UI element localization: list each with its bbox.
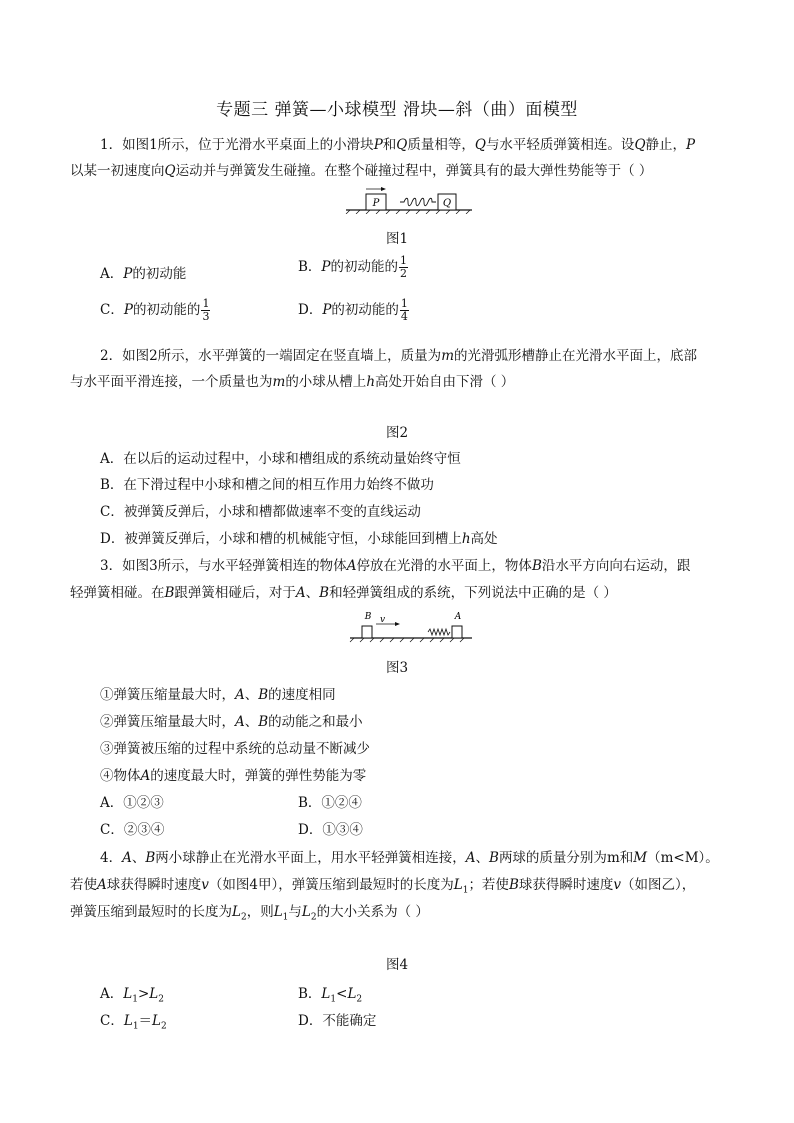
q1-option-d: D．P的初动能的 $\frac{1}{4}$ bbox=[298, 297, 408, 323]
q1-option-b: B．P的初动能的 $\frac{1}{2}$ bbox=[298, 254, 408, 280]
block-q-label: Q bbox=[442, 198, 452, 209]
block-p-label: P bbox=[372, 198, 380, 209]
q2-option-a: A．在以后的运动过程中，小球和槽组成的系统动量始终守恒 bbox=[100, 451, 461, 467]
velocity-label: v bbox=[380, 615, 386, 625]
q3-stem-line1: 3．如图3所示，与水平轻弹簧相连的物体A停放在光滑的水平面上，物体B沿水平方向向右运动，跟 bbox=[100, 558, 691, 574]
figure-4-caption: 图4 bbox=[385, 957, 409, 973]
q1-option-c: C．P的初动能的 $\frac{1}{3}$ bbox=[100, 297, 210, 323]
q3-option-b: B．①②④ bbox=[298, 795, 362, 811]
q3-statement-3: ③弹簧被压缩的过程中系统的总动量不断减少 bbox=[100, 741, 370, 757]
q2-option-b: B．在下滑过程中小球和槽之间的相互作用力始终不做功 bbox=[100, 477, 434, 493]
q4-stem-line2: 若使A球获得瞬时速度v（如图4甲），弹簧压缩到最短时的长度为$L_1$；若使B球获得瞬时速度v（如图乙）， bbox=[70, 877, 696, 896]
q2-stem-line2: 与水平面平滑连接，一个质量也为m的小球从槽上h高处开始自由下滑（ ） bbox=[70, 374, 515, 390]
figure-3 bbox=[346, 610, 476, 644]
q4-stem-line3: 弹簧压缩到最短时的长度为$L_2$，则$L_1$与$L_2$的大小关系为（ ） bbox=[70, 904, 429, 923]
q3-option-a: A．①②③ bbox=[100, 795, 164, 811]
fraction-one-third: $\frac{1}{3}$ bbox=[202, 297, 210, 323]
figure-2-caption: 图2 bbox=[385, 425, 409, 441]
q4-option-b: B．$L_1<L_2$ bbox=[298, 986, 363, 1005]
figure-1-caption: 图1 bbox=[385, 231, 409, 247]
spring bbox=[428, 629, 450, 635]
fraction-one-half: $\frac{1}{2}$ bbox=[400, 254, 408, 280]
fraction-one-quarter: $\frac{1}{4}$ bbox=[400, 297, 408, 323]
q1-stem-line2: 以某一初速度向Q运动并与弹簧发生碰撞。在整个碰撞过程中，弹簧具有的最大弹性势能等于（ ） bbox=[70, 163, 653, 179]
q3-statement-2: ②弹簧压缩量最大时，A、B的动能之和最小 bbox=[100, 714, 363, 730]
spring bbox=[400, 198, 436, 206]
q3-option-c: C．②③④ bbox=[100, 822, 165, 838]
block-a bbox=[452, 626, 462, 638]
block-a-label: A bbox=[454, 612, 462, 622]
block-b-label: B bbox=[364, 612, 372, 622]
q1-option-a: A．P的初动能 bbox=[100, 266, 187, 282]
q4-option-a: A．$L_1>L_2$ bbox=[100, 986, 164, 1005]
figure-3-caption: 图3 bbox=[385, 660, 409, 676]
q2-option-c: C．被弹簧反弹后，小球和槽都做速率不变的直线运动 bbox=[100, 504, 421, 520]
q2-option-d: D．被弹簧反弹后，小球和槽的机械能守恒，小球能回到槽上h高处 bbox=[100, 531, 498, 547]
q4-stem-line1: 4．A、B两小球静止在光滑水平面上，用水平轻弹簧相连接，A、B两球的质量分别为m和M（m<M）。 bbox=[100, 850, 719, 866]
block-b bbox=[362, 626, 372, 638]
q3-statement-4: ④物体A的速度最大时，弹簧的弹性势能为零 bbox=[100, 768, 367, 784]
q4-option-c: C．$L_1=L_2$ bbox=[100, 1013, 167, 1032]
figure-1 bbox=[340, 186, 480, 214]
page-title: 专题三 弹簧—小球模型 滑块—斜（曲）面模型 bbox=[216, 100, 578, 120]
q2-stem-line1: 2．如图2所示，水平弹簧的一端固定在竖直墙上，质量为m的光滑弧形槽静止在光滑水平面上，底部 bbox=[100, 348, 697, 364]
q3-option-d: D．①③④ bbox=[298, 822, 363, 838]
q1-stem-line1: 1．如图1所示，位于光滑水平桌面上的小滑块P和Q质量相等，Q与水平轻质弹簧相连。设Q静止，P bbox=[100, 137, 696, 153]
q4-option-d: D．不能确定 bbox=[298, 1013, 377, 1029]
q3-stem-line2: 轻弹簧相碰。在B跟弹簧相碰后，对于A、B和轻弹簧组成的系统，下列说法中正确的是（ ） bbox=[70, 585, 617, 601]
q3-statement-1: ①弹簧压缩量最大时，A、B的速度相同 bbox=[100, 687, 336, 703]
